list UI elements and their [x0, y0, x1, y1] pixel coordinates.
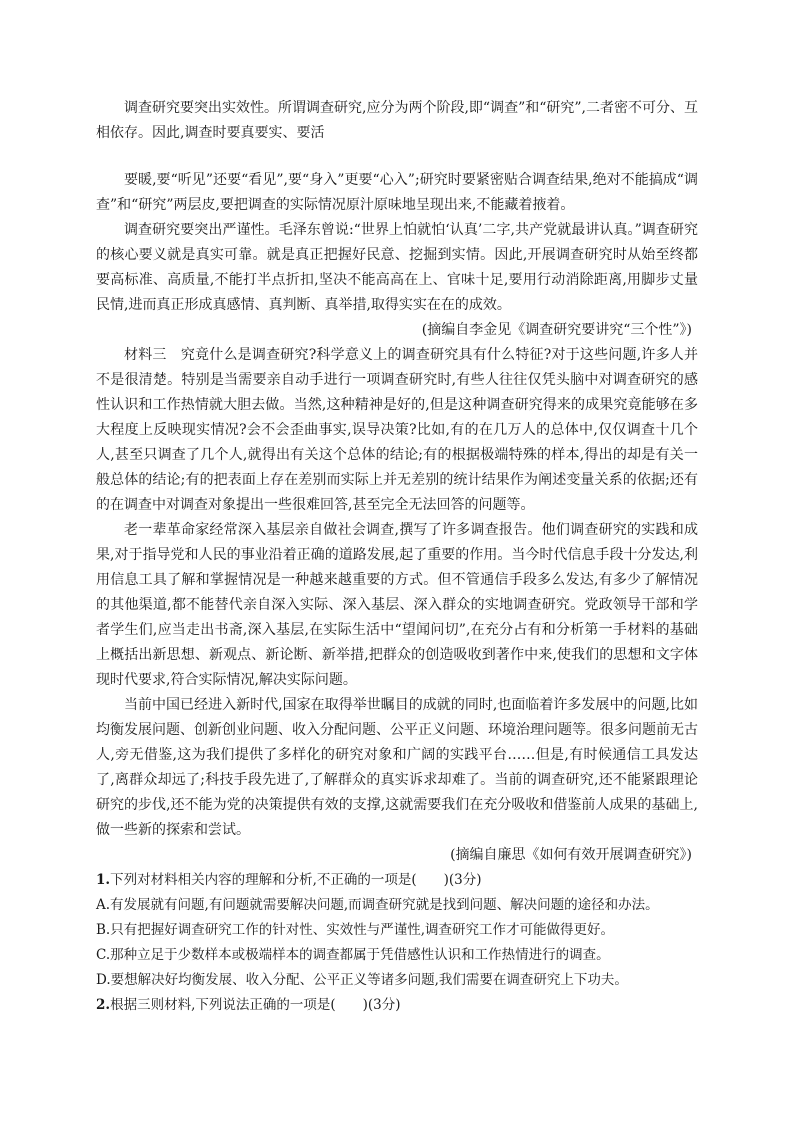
- option-a[interactable]: A.有发展就有问题,有问题就需要解决问题,而调查研究就是找到问题、解决问题的途径和办法。: [96, 897, 659, 913]
- source-citation: (摘编自李金见《调查研究要讲究“三个性”》): [421, 322, 692, 338]
- paragraph: 材料三 究竟什么是调查研究?科学意义上的调查研究具有什么特征?对于这些问题,许多人并不是很清楚。特别是当需要亲自动手进行一项调查研究时,有些人往往仅凭头脑中对调查研究的感性认识和工作热情就大胆去做。当然,这种精神是好的,但是这种调查研究得来的成果究竟能够在多大程度上反映现实情况?会不会歪曲事实,误导决策?比如,有的在几万人的总体中,仅仅调查十几个人,甚至只调查了几个人,就得出有关这个总体的结论;有的根据极端特殊的样本,得出的却是有关一般总体的结论;有的把表面上存在差别而实际上并无差别的统计结果作为阐述变量关系的依据;还有的在调查中对调查对象提出一些很难回答,甚至完全无法回答的问题等。: [96, 347, 698, 513]
- paragraph: 要暖,要“听见”还要“看见”,要“身入”更要“心入”;研究时要紧密贴合调查结果,绝对不能搞成“调查”和“研究”两层皮,要把调查的实际情况原汁原味地呈现出来,不能藏着掖着。: [96, 172, 698, 213]
- paragraph: 调查研究要突出严谨性。毛泽东曾说:“世界上怕就怕‘认真’二字,共产党就最讲认真。”调查研究的核心要义就是真实可靠。就是真正把握好民意、挖掘到实情。因此,开展调查研究时从始至终都要高标准、高质量,不能打半点折扣,坚决不能高高在上、官味十足,要用行动消除距离,用脚步丈量民情,进而真正形成真感情、真判断、真举措,取得实实在在的成效。: [96, 222, 698, 313]
- question-stem: 下列对材料相关内容的理解和分析,不正确的一项是( )(3分): [110, 872, 482, 888]
- paragraph: 调查研究要突出实效性。所谓调查研究,应分为两个阶段,即“调查”和“研究”,二者密不可分、互相依存。因此,调查时要真要实、要活: [96, 100, 698, 141]
- paragraph-gap: [96, 146, 698, 168]
- question-1: [96, 868, 698, 893]
- option-c[interactable]: C.那种立足于少数样本或极端样本的调查都属于凭借感性认识和工作热情进行的调查。: [96, 947, 610, 963]
- source-citation: (摘编自廉思《如何有效开展调查研究》): [450, 847, 692, 863]
- question-number: 1.: [96, 872, 111, 888]
- option-d[interactable]: D.要想解决好均衡发展、收入分配、公平正义等诸多问题,我们需要在调查研究上下功夫。: [96, 972, 628, 988]
- option-b[interactable]: B.只有把握好调查研究工作的针对性、实效性与严谨性,调查研究工作才可能做得更好。: [96, 922, 615, 938]
- question-2: [96, 993, 698, 1018]
- question-stem: 根据三则材料,下列说法正确的一项是( )(3分): [110, 997, 401, 1013]
- paragraph: 老一辈革命家经常深入基层亲自做社会调查,撰写了许多调查报告。他们调查研究的实践和成果,对于指导党和人民的事业沿着正确的道路发展,起了重要的作用。当今时代信息手段十分发达,利用信息工具了解和掌握情况是一种越来越重要的方式。但不管通信手段多么发达,有多少了解情况的其他渠道,都不能替代亲自深入实际、深入基层、深入群众的实地调查研究。党政领导干部和学者学生们,应当走出书斋,深入基层,在实际生活中“望闻问切”,在充分占有和分析第一手材料的基础上概括出新思想、新观点、新论断、新举措,把群众的创造吸收到著作中来,使我们的思想和文字体现时代要求,符合实际情况,解决实际问题。: [96, 522, 698, 688]
- paragraph: 当前中国已经进入新时代,国家在取得举世瞩目的成就的同时,也面临着许多发展中的问题,比如均衡发展问题、创新创业问题、收入分配问题、公平正义问题、环境治理问题等。很多问题前无古人,旁无借鉴,这为我们提供了多样化的研究对象和广阔的实践平台……但是,有时候通信工具发达了,离群众却远了;科技手段先进了,了解群众的真实诉求却难了。当前的调查研究,还不能紧跟理论研究的步伐,还不能为党的决策提供有效的支撑,这就需要我们在充分吸收和借鉴前人成果的基础上,做一些新的探索和尝试。: [96, 697, 698, 838]
- question-number: 2.: [96, 997, 111, 1013]
